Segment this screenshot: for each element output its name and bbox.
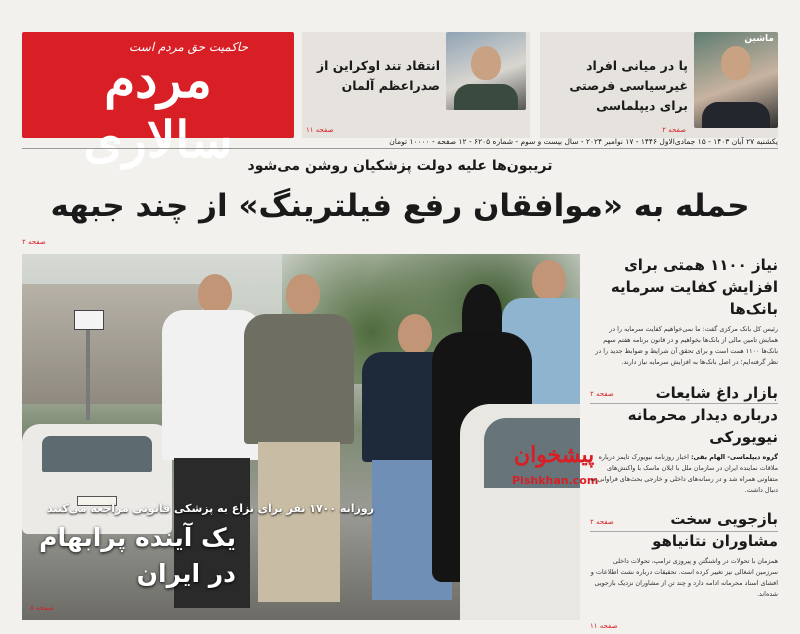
logo-title: مردم سالاری	[83, 50, 233, 169]
teaser-headline: پا در میانی افراد غیرسیاسی فرصتی برای دیپلماسی	[569, 58, 688, 113]
story-headline-line2: درباره دیدار محرمانه نیویورکی	[627, 406, 778, 446]
story-headline-line1: بازجویی سخت	[670, 510, 778, 528]
photo-sign-post	[86, 330, 90, 420]
story-body-text: اخبار روزنامه نیویورک تایمز درباره ملاقات نماینده ایران در سازمان ملل با ایلان ماسک با واکنش‌های متفاوتی همراه شد و در رسانه‌های داخلی و خارجی بحث‌های فراوانی به دنبال داشت.	[590, 453, 778, 494]
story-page-ref: صفحه ۲	[590, 390, 614, 398]
logo-tagline: حاکمیت حق مردم است	[129, 40, 248, 54]
story-body: رئیس کل بانک مرکزی گفت: ما نمی‌خواهیم کفایت سرمایه را در همایش تامین مالی از بانک‌ها بخواهیم و در قانون برنامه هفتم سهم بانک‌ها ۱۱۰۰ همت است و برای تحقق آن شرایط و ضوابط جدید را در نظر گرفته‌ایم؛ در اصل بانک‌ها به افزایش سرمایه نیاز دارند.	[595, 325, 778, 366]
news-column	[590, 254, 778, 630]
teaser-headline: انتقاد تند اوکراین از صدراعظم آلمان	[316, 58, 440, 93]
story-headline-line2: افزایش کفایت سرمایه بانک‌ها	[610, 278, 778, 318]
lead-kicker: تریبون‌ها علیه دولت پزشکیان روشن می‌شود	[247, 158, 553, 174]
lead-headline[interactable]: حمله به «موافقان رفع فیلترینگ» از چند جبهه	[50, 188, 750, 224]
teaser-photo-zelensky	[446, 32, 526, 110]
photo-story-headline-line2: در ایران	[136, 559, 236, 588]
story-page-ref: صفحه ۲	[590, 518, 614, 526]
teaser-photo-speaker	[694, 32, 778, 128]
photo-car-right	[460, 404, 580, 620]
corner-watermark: ماشین	[744, 34, 774, 44]
story-page-ref: صفحه ۱۱	[590, 622, 618, 630]
photo-story-subhead: روزانه ۱۷۰۰ نفر برای نزاع به پزشکی قانونی مراجعه می‌کنند	[46, 502, 374, 515]
story-headline-line1: بازار داغ شایعات	[655, 384, 778, 402]
photo-story-headline-line1: یک آینده پرابهام	[39, 523, 236, 552]
pishkhan-watermark-logo: پیشخوان	[514, 442, 595, 468]
lead-page-ref: صفحه ۲	[22, 238, 46, 246]
photo-story-headline[interactable]	[22, 520, 236, 592]
story-netanyahu[interactable]	[590, 508, 778, 632]
dateline: یکشنبه ۲۷ آبان ۱۴۰۳ - ۱۵ جمادی‌الاول ۱۴۴۶ - ۱۷ نوامبر ۲۰۲۴ - سال بیست و سوم - شماره ۶۲۰۵ - ۱۲ صفحه - ۱۰۰۰۰ تومان	[22, 137, 778, 149]
story-headline-line1: نیاز ۱۱۰۰ همتی برای	[624, 256, 778, 274]
photo-story-page-ref: صفحه ۸	[30, 604, 54, 612]
teaser-page-ref: صفحه ۲	[662, 126, 686, 134]
story-headline	[590, 508, 778, 552]
story-headline	[590, 382, 778, 448]
story-author: گروه دیپلماسی- الهام بقی:	[690, 453, 778, 461]
story-headline-line2: مشاوران نتانیاهو	[652, 532, 778, 550]
newspaper-logo	[22, 32, 294, 169]
photo-street-sign	[74, 310, 104, 330]
story-body: همزمان با تحولات در واشنگتن و پیروزی ترامپ، تحولات داخلی سرزمین اشغالی نیز تغییر کرده است. تحقیقات درباره نشت اطلاعات و افشای اسناد محرمانه ادامه دارد و چند تن از مشاوران نزدیک بازجویی شده‌اند.	[590, 557, 778, 598]
story-headline	[590, 254, 778, 320]
photo-car-left	[22, 424, 172, 534]
teaser-diplomacy[interactable]	[540, 32, 778, 138]
pishkhan-watermark-url: Pishkhan.com	[512, 474, 599, 487]
teaser-page-ref: صفحه ۱۱	[306, 126, 334, 134]
teaser-ukraine[interactable]	[302, 32, 530, 138]
